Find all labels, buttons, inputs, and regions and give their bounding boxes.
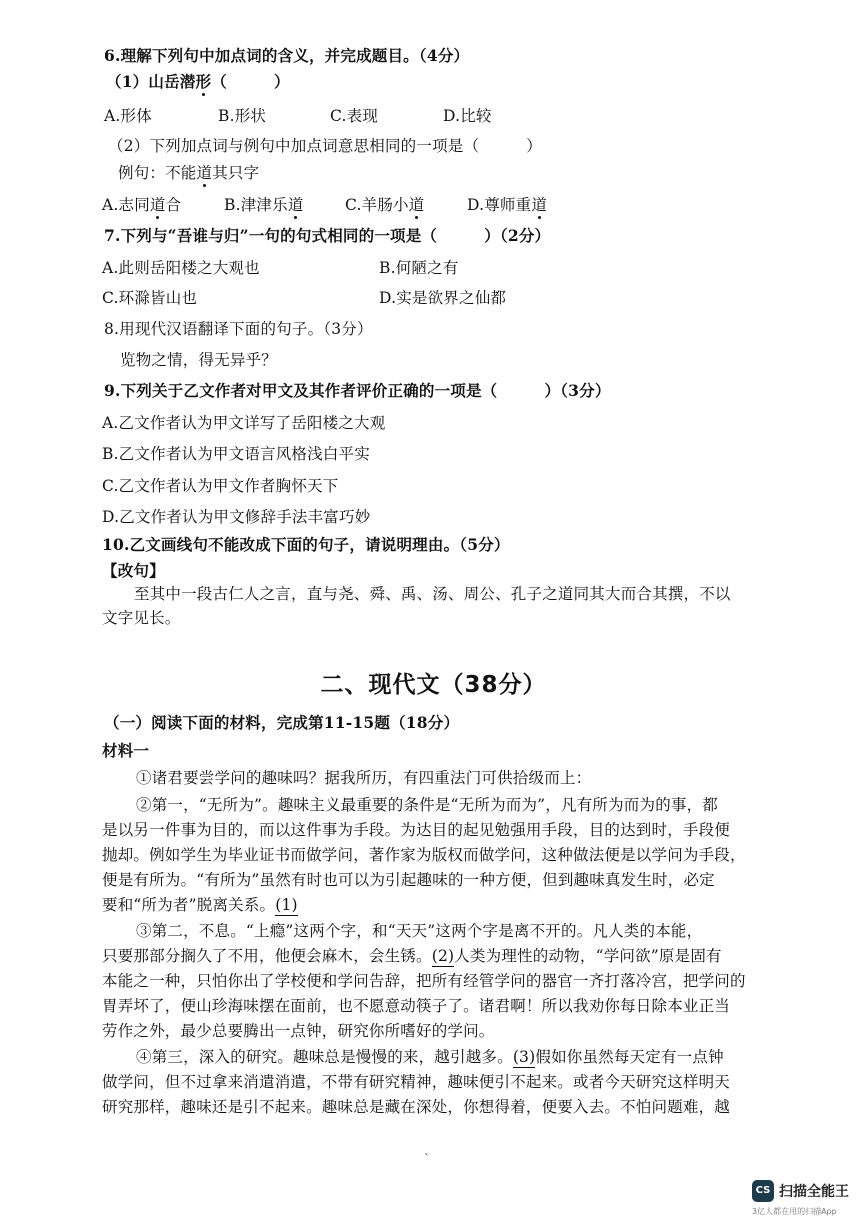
q6-stem: 6.理解下列句中加点词的含义，并完成题目。（4分）	[104, 46, 470, 65]
q9-stem: 9.下列关于乙文作者对甲文及其作者评价正确的一项是（ ）（3分）	[104, 381, 611, 400]
q6-sub1-text: （1）山岳潜	[106, 72, 196, 91]
passage-p3-line3: 本能之一种，只怕你出了学校便和学问告辞，把所有经管学问的器官一齐打落冷宫，把学问的	[102, 972, 746, 990]
marker-2: (2)	[431, 947, 455, 965]
passage-p3-line4: 胃弄坏了，便山珍海味摆在面前，也不愿意动筷子了。诸君啊！所以我劝你每日除本业正当	[102, 997, 731, 1015]
q6-sub1	[106, 72, 290, 92]
opt-text: 合	[165, 196, 182, 214]
q6-sub2-option-c	[345, 195, 424, 215]
opt-dotted-word: 道	[408, 196, 425, 214]
passage-text: ④第三，深入的研究。趣味总是慢慢的来，越引越多。	[136, 1048, 513, 1066]
opt-text: A.志同	[102, 196, 150, 214]
q10-revised-line2: 文字见长。	[102, 609, 181, 627]
passage-text: 假如你虽然每天定有一点钟	[535, 1048, 724, 1066]
passage-p4-line3: 研究那样，趣味还是引不起来。趣味总是藏在深处，你想得着，便要入去。不怕问题难，越	[102, 1098, 731, 1116]
q6-sub1-option-c: C.表现	[330, 107, 379, 125]
q7-option-a: A.此则岳阳楼之大观也	[102, 259, 260, 277]
passage-p2-line4: 便是有所为。“有所为”虽然有时也可以为引起趣味的一种方便，但到趣味真发生时，必定	[102, 871, 715, 889]
opt-dotted-word: 道	[287, 196, 304, 214]
passage-p4-line1	[136, 1047, 724, 1067]
q7-option-d: D.实是欲界之仙都	[379, 289, 507, 307]
q6-sub2-option-a	[102, 195, 181, 215]
q7-option-c: C.环滁皆山也	[102, 289, 198, 307]
page-mark: `	[424, 1152, 430, 1166]
camscanner-logo-icon: CS	[752, 1180, 774, 1202]
passage-p3-line2	[102, 946, 722, 966]
q6-sub1-option-b: B.形状	[218, 107, 267, 125]
marker-1: (1)	[275, 896, 298, 914]
passage-p2-line3: 抛却。例如学生为毕业证书而做学问，著作家为版权而做学问，这种做法便是以学问为手段，	[102, 846, 746, 864]
passage-p4-line2: 做学问，但不过拿来消遣消遣，不带有研究精神，趣味便引不起来。或者今天研究这样明天	[102, 1073, 731, 1091]
q6-example-text: 例句：不能	[118, 164, 197, 182]
q10-tag: 【改句】	[102, 561, 165, 580]
q6-example-rest: 其只字	[212, 164, 260, 182]
q6-example-dotted-word: 道	[196, 164, 213, 182]
watermark-subtitle: 3亿人都在用的扫描App	[752, 1207, 837, 1216]
q10-revised-line1: 至其中一段古仁人之言，直与尧、舜、禹、汤、周公、孔子之道同其大而合其撰，不以	[134, 585, 731, 603]
q6-sub2: （2）下列加点词与例句中加点词意思相同的一项是（ ）	[108, 137, 542, 155]
q9-option-a: A.乙文作者认为甲文详写了岳阳楼之大观	[102, 414, 386, 432]
passage-p2-line5	[102, 895, 298, 915]
q7-stem: 7.下列与“吾谁与归”一句的句式相同的一项是（ ）（2分）	[104, 226, 551, 245]
material-label: 材料一	[102, 741, 150, 760]
q6-sub1-blank: （ ）	[211, 72, 290, 91]
opt-text: B.津津乐	[224, 196, 288, 214]
passage-p2-line1: ②第一，“无所为”。趣味主义最重要的条件是“无所为而为”，凡有所为而为的事，都	[136, 796, 718, 814]
section-title: 二、现代文（38分）	[320, 672, 547, 698]
passage-p1: ①诸君要尝学问的趣味吗？据我所历，有四重法门可供拾级而上：	[136, 769, 592, 787]
opt-dotted-word: 道	[531, 196, 548, 214]
q10-stem: 10.乙文画线句不能改成下面的句子，请说明理由。（5分）	[102, 535, 510, 554]
q6-sub1-dotted-word: 形	[195, 72, 212, 91]
opt-dotted-word: 道	[149, 196, 166, 214]
opt-text: D.尊师重	[467, 196, 532, 214]
q9-option-b: B.乙文作者认为甲文语言风格浅白平实	[102, 445, 370, 463]
q7-option-b: B.何陋之有	[379, 259, 459, 277]
q6-sub2-option-b	[224, 195, 304, 215]
scanner-watermark	[752, 1178, 862, 1222]
passage-text: 人类为理性的动物，“学问欲”原是固有	[454, 947, 722, 965]
passage-text: 要和“所为者”脱离关系。	[102, 896, 276, 914]
q6-sub1-option-d: D.比较	[443, 107, 492, 125]
q8-stem: 8.用现代汉语翻译下面的句子。（3分）	[104, 320, 373, 338]
watermark-name: 扫描全能王	[779, 1184, 849, 1200]
q9-option-c: C.乙文作者认为甲文作者胸怀天下	[102, 477, 339, 495]
q6-sub2-option-d	[467, 195, 547, 215]
marker-3: (3)	[512, 1048, 536, 1066]
q6-example	[118, 163, 259, 183]
passage-text: 只要那部分搁久了不用，他便会麻木，会生锈。	[102, 947, 432, 965]
section-subtitle: （一）阅读下面的材料，完成第11-15题（18分）	[104, 713, 460, 732]
opt-text: C.羊肠小	[345, 196, 409, 214]
passage-p3-line1: ③第二，不息。“上瘾”这两个字，和“天天”这两个字是离不开的。凡人类的本能，	[136, 922, 703, 940]
q6-sub1-option-a: A.形体	[104, 107, 152, 125]
passage-p3-line5: 劳作之外，最少总要腾出一点钟，研究你所嗜好的学问。	[102, 1022, 495, 1040]
passage-p2-line2: 是以另一件事为目的，而以这件事为手段。为达目的起见勉强用手段，目的达到时，手段便	[102, 821, 731, 839]
q8-sentence: 览物之情，得无异乎？	[120, 351, 278, 369]
q9-option-d: D.乙文作者认为甲文修辞手法丰富巧妙	[102, 508, 371, 526]
